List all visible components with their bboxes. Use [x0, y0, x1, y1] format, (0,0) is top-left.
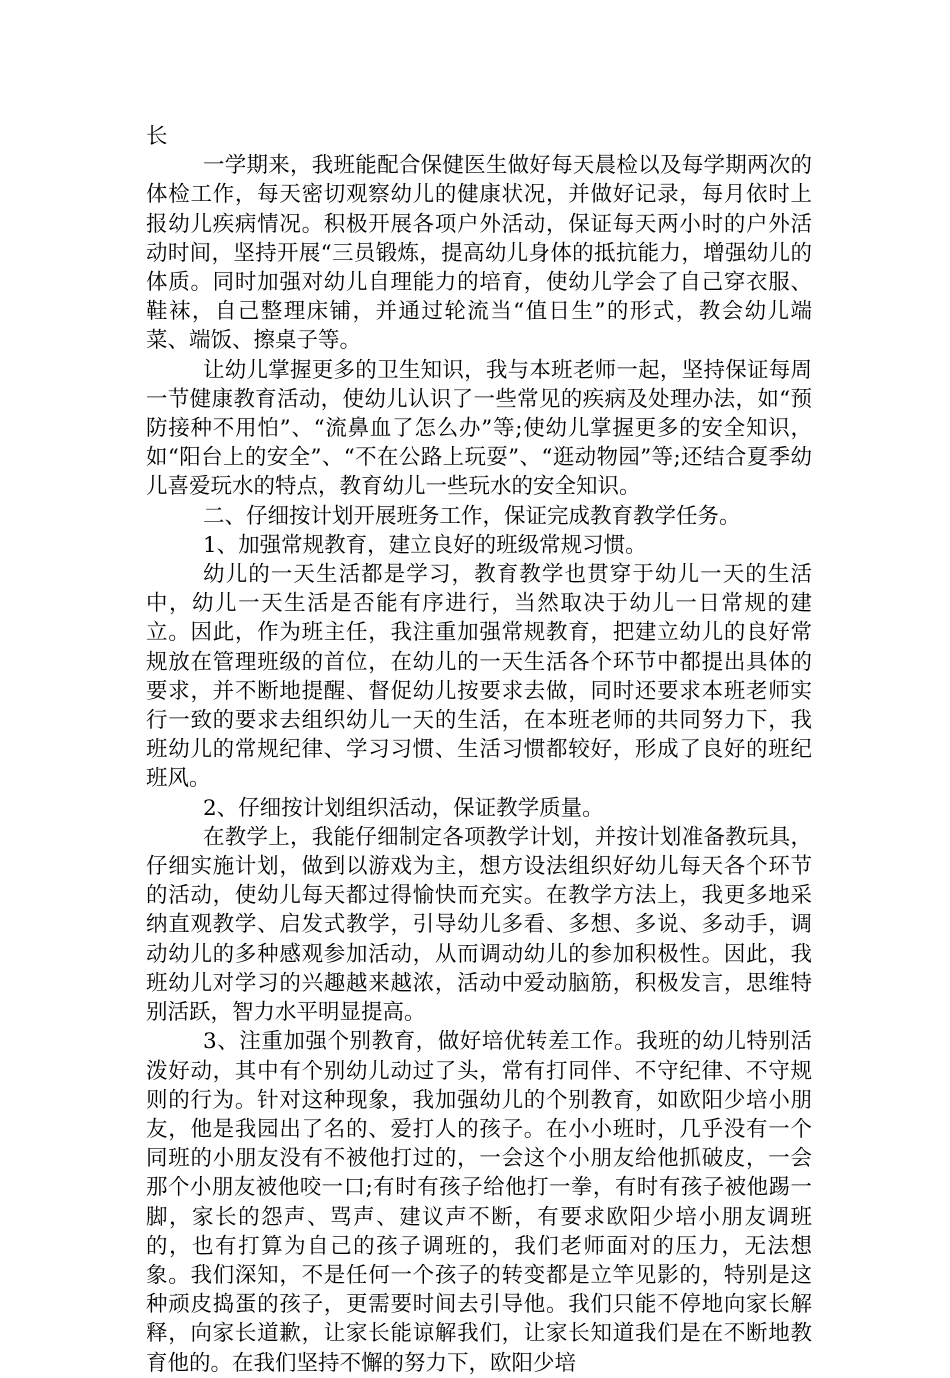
paragraph-fragment: 长	[146, 124, 168, 149]
document-page	[146, 122, 812, 1378]
subheading-organize-activities: 2、仔细按计划组织活动，保证教学质量。	[203, 795, 604, 821]
section-heading-class-affairs: 二、仔细按计划开展班务工作，保证完成教育教学任务。	[203, 503, 741, 529]
paragraph-teaching: 在教学上，我能仔细制定各项教学计划，并按计划准备教玩具，仔细实施计划，做到以游戏为主，想方设法组织好幼儿每天各个环节的活动，使幼儿每天都过得愉快而充实。在教学方法上，我更多地采纳直观教学、启发式教学，引导幼儿多看、多想、多说、多动手，调动幼儿的多种感观参加活动，从而调动幼儿的参加积极性。因此，我班幼儿对学习的兴趣越来越浓，活动中爱动脑筋，积极发言，思维特别活跃，智力水平明显提高。	[146, 824, 812, 1026]
paragraph-routine-education: 幼儿的一天生活都是学习，教育教学也贯穿于幼儿一天的生活中，幼儿一天生活是否能有序进行，当然取决于幼儿一日常规的建立。因此，作为班主任，我注重加强常规教育，把建立幼儿的良好常规放在管理班级的首位，在幼儿的一天生活各个环节中都提出具体的要求，并不断地提醒、督促幼儿按要求去做，同时还要求本班老师实行一致的要求去组织幼儿一天的生活，在本班老师的共同努力下，我班幼儿的常规纪律、学习习惯、生活习惯都较好，形成了良好的班纪班风。	[146, 562, 812, 792]
paragraph-health-work: 一学期来，我班能配合保健医生做好每天晨检以及每学期两次的体检工作，每天密切观察幼儿的健康状况，并做好记录，每月依时上报幼儿疾病情况。积极开展各项户外活动，保证每天两小时的户外活动时间，坚持开展“三员锻炼，提高幼儿身体的抵抗能力，增强幼儿的体质。同时加强对幼儿自理能力的培育，使幼儿学会了自己穿衣服、鞋袜，自己整理床铺，并通过轮流当“值日生”的形式，教会幼儿端菜、端饭、擦桌子等。	[146, 153, 812, 354]
paragraph-hygiene-knowledge: 让幼儿掌握更多的卫生知识，我与本班老师一起，坚持保证每周一节健康教育活动，使幼儿认识了一些常见的疾病及处理办法，如“预防接种不用怕”、“流鼻血了怎么办”等;使幼儿掌握更多的安全知识，如“阳台上的安全”、“不在公路上玩耍”、“逛动物园”等;还结合夏季幼儿喜爱玩水的特点，教育幼儿一些玩水的安全知识。	[146, 357, 812, 500]
paragraph-individual-education: 3、注重加强个别教育，做好培优转差工作。我班的幼儿特别活泼好动，其中有个别幼儿动过了头，常有打同伴、不守纪律、不守规则的行为。针对这种现象，我加强幼儿的个别教育，如欧阳少培小朋友，他是我园出了名的、爱打人的孩子。在小小班时，几乎没有一个同班的小朋友没有不被他打过的，一会这个小朋友给他抓破皮，一会那个小朋友被他咬一口;有时有孩子给他打一拳，有时有孩子被他踢一脚，家长的怨声、骂声、建议声不断，有要求欧阳少培小朋友调班的，也有打算为自己的孩子调班的，我们老师面对的压力，无法想象。我们深知，不是任何一个孩子的转变都是立竿见影的，特别是这种顽皮捣蛋的孩子，更需要时间去引导他。我们只能不停地向家长解释，向家长道歉，让家长能谅解我们，让家长知道我们是在不断地教育他的。在我们坚持不懈的努力下，欧阳少培	[146, 1029, 812, 1376]
subheading-routine-education: 1、加强常规教育，建立良好的班级常规习惯。	[203, 532, 647, 558]
